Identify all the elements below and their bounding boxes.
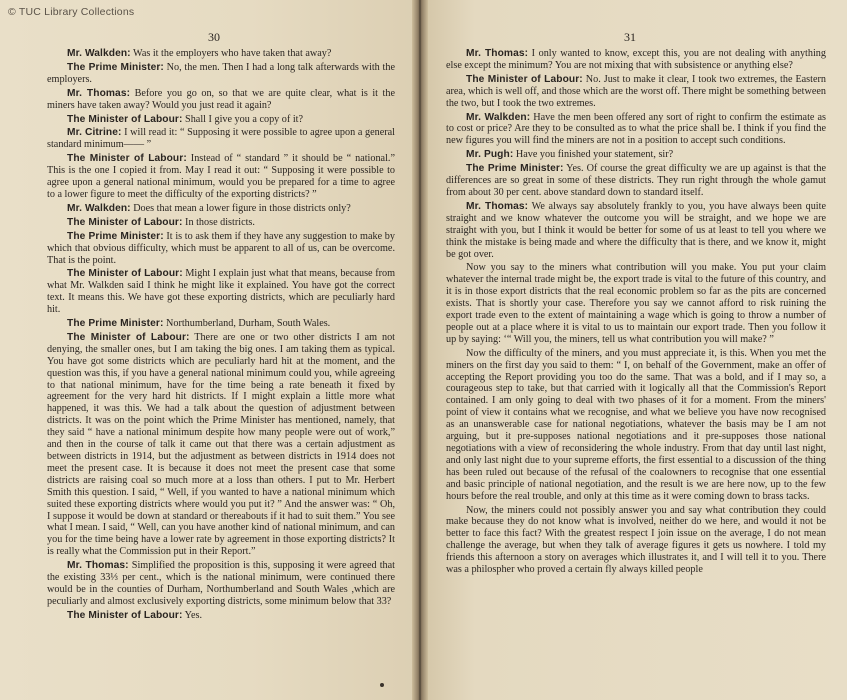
left-page [0, 0, 416, 700]
speaker-name: The Prime Minister: [67, 318, 164, 330]
left-page-text [47, 48, 395, 624]
paragraph [47, 332, 395, 558]
paragraph [446, 505, 826, 576]
speaker-name: Mr. Walkden: [67, 202, 131, 214]
paragraph [446, 112, 826, 148]
paragraph [47, 62, 395, 86]
paragraph-text: I only wanted to know, except this, you are not dealing with anything else except the minimum? You are not mixing that with subsistence or anything else? [446, 48, 826, 71]
speaker-name: The Minister of Labour: [67, 113, 183, 125]
speaker-name: Mr. Walkden: [466, 111, 531, 123]
speaker-name: The Minister of Labour: [67, 153, 187, 165]
paragraph-text: Does that mean a lower figure in those districts only? [130, 202, 351, 214]
paragraph [47, 560, 395, 608]
paragraph-text: Have the men been offered any sort of right to confirm the estimate as to cost or price? Are they to be consulted as to what the price shall be. I think if you find the new figures you will find the miners are not in a position to accept such conditions. [446, 111, 826, 147]
right-page-text [446, 48, 826, 578]
paragraph [47, 610, 395, 622]
paragraph [446, 201, 826, 261]
paragraph-text: Instead of “ standard ” it should be “ national.” This is the one I copied it from. May I read it out: “ Supposing it were possible to agree upon a general national minimum, would you be prepared for a time to agree to a lower figure to meet the difficulty of the exporting districts? ” [47, 153, 395, 200]
paragraph [446, 348, 826, 503]
paragraph-text: Was it the employers who have taken that away? [130, 48, 332, 59]
right-page-number: 31 [624, 30, 636, 44]
paragraph [47, 48, 395, 60]
paragraph-text: No, the men. Then I had a long talk afterwards with the employers. [47, 61, 395, 85]
paragraph-text: Yes. [182, 609, 203, 621]
paragraph [47, 153, 395, 201]
paragraph-text: Now you say to the miners what contribution will you make. You put your claim whatever the internal trade might be, the export trade is vital to the future of this country, and it is in those export districts that the real economic problem so far as the pits are concerned exists. That is shortly your case. Therefore you say we cannot afford to risk ruining the export trade even to the extent of maintaining a wage which is going to throw a number of people out at a place where it is vital to us to maintain our export trade. Then you follow it up by saying: ‘“ Will you, the miners, tell us what contribution you will make? ” [446, 262, 826, 345]
paragraph-text: Simplified the proposition is this, supposing it were agreed that the existing 33⅓ per cent., which is the national minimum, were continued there would be in the counties of Durham, Northumberland and South Wales ,which are peculiarly and almost exclusively exporting districts, some minimum below that 33? [47, 560, 395, 607]
speaker-name: The Minister of Labour: [67, 216, 183, 228]
paragraph-text: Northumberland, Durham, South Wales. [163, 318, 331, 330]
paragraph [47, 217, 395, 229]
paragraph [47, 88, 395, 112]
paragraph-text: Now, the miners could not possibly answer you and say what contribution they could make because they do not know what is involved, neither do we here, and would it not be better to face this fact? With the greatest respect I join issue on the average, I do not mean challenge the average, but when they talk of average figures it gets us nowhere. I told my friends this afternoon a story on averages which illustrates it, and I will tell it to you. There was a philospher who proved a certain fly always killed people [446, 504, 826, 576]
right-page [424, 0, 847, 700]
paragraph-text: Have you finished your statement, sir? [513, 149, 674, 161]
speaker-name: Mr. Pugh: [466, 149, 514, 161]
paragraph [47, 127, 395, 151]
paragraph-text: There are one or two other districts I am not denying, the smaller ones, but I am taking the big ones. I am taking them as typical. You have got some districts which are peculiarly hard hit at the moment, and the question was this, if you have a general national minimum could you, while agreeing to that national minimum, have for the time being a rate beneath it fixed by agreement for the very hard hit districts. If I might explain a little more what happened, it was this. We had a talk about the question of adjustment between districts. It was on the point which the Prime Minister has mentioned, namely, that they said “ have a national minimum despite how many people were out of work,” and then in the course of talk it came out that there was a certain adjustment as between districts in 1914, but the adjustment as between districts in 1914 does not meet the present case. It is because it does not meet the present case that some districts are raising coal so much more at a loss than others. I put to Mr. Herbert Smith this question. I said, “ Well, if you wanted to have a national minimum which suited these exporting districts where would you put it? ” And the answer was: “ Oh, I suppose it would be down at standard or thereabouts if it had to suit them.” You see what I mean. I said, “ Well, can you have another kind of national minimum, and can you for the time being have a lower rate by agreement in those exporting districts? It is really what the Commission put in their Report.” [47, 331, 395, 558]
paragraph-text: I will read it: “ Supposing it were possible to agree upon a general standard minimum—— ” [47, 127, 395, 151]
speaker-name: Mr. Thomas: [67, 87, 131, 99]
paragraph [47, 114, 395, 126]
paragraph-text: Shall I give you a copy of it? [182, 113, 304, 125]
paragraph [47, 268, 395, 316]
paragraph-text: No. Just to make it clear, I took two extremes, the Eastern area, which is well off, and those which are the worst off. There might be something between the two, but I took the two extremes. [446, 73, 826, 109]
paragraph-text: We always say absolutely frankly to you, you have always been quite straight and we know whatever the outcome you will be straight, and we hope we are straight with you, but I think it would be better for some of us at least to tell you where we think the mistake is being made and where the difficulty that is there, and we know it, might be got over. [446, 200, 826, 260]
paragraph-text: Yes. Of course the great difficulty we are up against is that the differences are so great in some of these districts. They run right through the whole gamut from about 30 per cent. above standard down to standard itself. [446, 163, 826, 198]
speaker-name: Mr. Thomas: [466, 200, 529, 212]
speaker-name: The Prime Minister: [466, 163, 564, 175]
speaker-name: Mr. Citrine: [67, 127, 122, 139]
paragraph [446, 74, 826, 110]
speaker-name: Mr. Walkden: [67, 48, 131, 59]
speaker-name: The Prime Minister: [67, 61, 164, 73]
paragraph [47, 318, 395, 330]
paragraph [47, 203, 395, 215]
book-gutter [412, 0, 428, 700]
paragraph [446, 262, 826, 345]
paragraph-text: Before you go on, so that we are quite clear, what is it the miners have taken away? Would you just read it again? [47, 87, 395, 111]
speaker-name: The Minister of Labour: [466, 73, 583, 85]
paragraph [47, 231, 395, 267]
paragraph [446, 149, 826, 161]
paragraph-text: In those districts. [182, 216, 255, 228]
speaker-name: The Minister of Labour: [67, 609, 183, 621]
speaker-name: Mr. Thomas: [67, 560, 129, 572]
speaker-name: Mr. Thomas: [466, 48, 529, 59]
paragraph-text: It is to ask them if they have any suggestion to make by which that obvious difficulty, which must be apparent to all of us, can be overcome. That is the point. [47, 230, 395, 266]
watermark: © TUC Library Collections [8, 6, 135, 18]
paragraph [446, 163, 826, 199]
left-page-number: 30 [208, 30, 220, 44]
speaker-name: The Minister of Labour: [67, 331, 190, 343]
page-mark [380, 683, 384, 687]
paragraph-text: Now the difficulty of the miners, and you must appreciate it, is this. When you met the miners on the first day you said to them: “ I, on behalf of the Government, make an offer of accepting the Report providing you too do the same. That was a bold, and if I may so, a courageous step to take, but that carried with it logically all that the Commission's Report contained. I am only going to deal with two phases of it for a moment. From the miners' point of view it contains what we recognise, and what we believe you have now recognised as an unanswerable case for national negotiations, whatever the basis may be I am not arguing, but it pre-supposes national negotiations and it pre-supposes those national negotiations with a view of reconsidering the whole industry. From that day until last night, and only last night due to your supreme efforts, the first essential to a discussion of the thing has been ruled out because of the refusal of the coalowners to recognise that one essential and basic principle of national negotiation, and the result is we are here now, up to the few hours before the real trouble, and only at this time as it were coming down to brass tacks. [446, 347, 826, 502]
paragraph [446, 48, 826, 72]
speaker-name: The Prime Minister: [67, 230, 164, 242]
speaker-name: The Minister of Labour: [67, 268, 183, 280]
paragraph-text: Might I explain just what that means, because from what Mr. Walkden said I think he might like it explained. You have got the correct text. It means this. We have got these exporting districts, which are peculiarly hard hit. [47, 268, 395, 316]
